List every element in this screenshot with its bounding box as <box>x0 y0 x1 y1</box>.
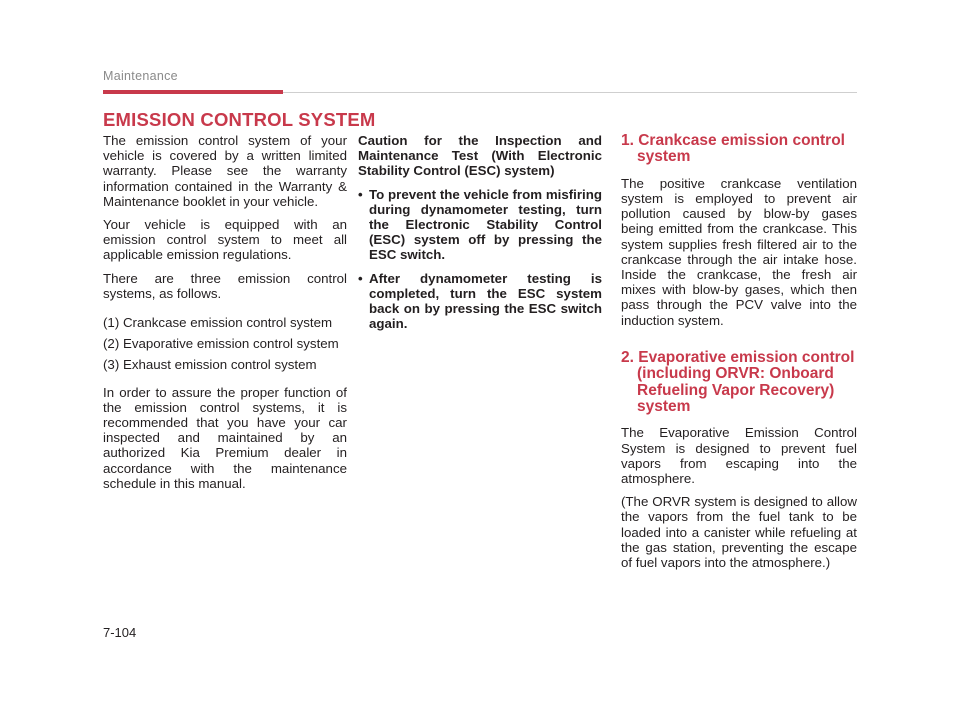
caution-list <box>358 187 602 332</box>
header-accent-rule <box>103 90 283 94</box>
column-right <box>621 133 857 578</box>
orvr-paragraph: (The ORVR system is designed to allow the vapors from the fuel tank to be loaded into a canister while refueling at the gas station, preventing the escape of fuel vapors into the atmosphere.) <box>621 494 857 571</box>
list-item: (1) Crankcase emission control system <box>103 315 333 331</box>
warranty-paragraph: The emission control system of your vehicle is covered by a written limited warranty. Please see the warranty information contained in the Warranty & Maintenance booklet in your vehicle. <box>103 133 347 209</box>
section-label: Maintenance <box>103 69 178 83</box>
page-title: EMISSION CONTROL SYSTEM <box>103 109 376 130</box>
list-item <box>358 187 602 263</box>
bullet-icon: • <box>358 270 363 286</box>
regulations-paragraph: Your vehicle is equipped with an emission control system to meet all applicable emission regulations. <box>103 217 347 263</box>
crankcase-heading: 1. Crankcase emission control system <box>621 132 845 166</box>
column-middle <box>358 133 602 339</box>
page-number: 7-104 <box>103 625 137 640</box>
bullet-icon: • <box>358 186 363 202</box>
column-left <box>103 133 347 499</box>
bullet-text: After dynamometer testing is completed, turn the ESC system back on by pressing the ESC switch again. <box>369 270 602 332</box>
list-item: (2) Evaporative emission control system <box>103 336 339 352</box>
header-divider <box>283 92 857 93</box>
inspection-paragraph: In order to assure the proper function of the emission control systems, it is recommended that you have your car inspected and maintained by an authorized Kia Premium dealer in accordance with the maintenance schedule in this manual. <box>103 384 347 491</box>
bullet-text: To prevent the vehicle from misfiring during dynamometer testing, turn the Electronic Stability Control (ESC) system off by pressing the ESC switch. <box>369 186 602 263</box>
crankcase-paragraph: The positive crankcase ventilation system is employed to prevent air pollution caused by blow-by gases being emitted from the crankcase. This system supplies fresh filtered air to the crankcase through the air intake hose. Inside the crankcase, the fresh air mixes with blow-by gases, which then pass through the PCV valve into the induction system. <box>621 175 857 328</box>
systems-intro-paragraph: There are three emission control systems, as follows. <box>103 270 347 301</box>
evaporative-heading: 2. Evaporative emission control (including ORVR: Onboard Refueling Vapor Recovery) system <box>621 348 855 416</box>
list-item <box>358 271 602 332</box>
evaporative-paragraph: The Evaporative Emission Control System is designed to prevent fuel vapors from escaping into the atmosphere. <box>621 425 857 487</box>
caution-title: Caution for the Inspection and Maintenance Test (With Electronic Stability Control (ESC) system) <box>358 133 602 179</box>
list-item: (3) Exhaust emission control system <box>103 357 317 373</box>
